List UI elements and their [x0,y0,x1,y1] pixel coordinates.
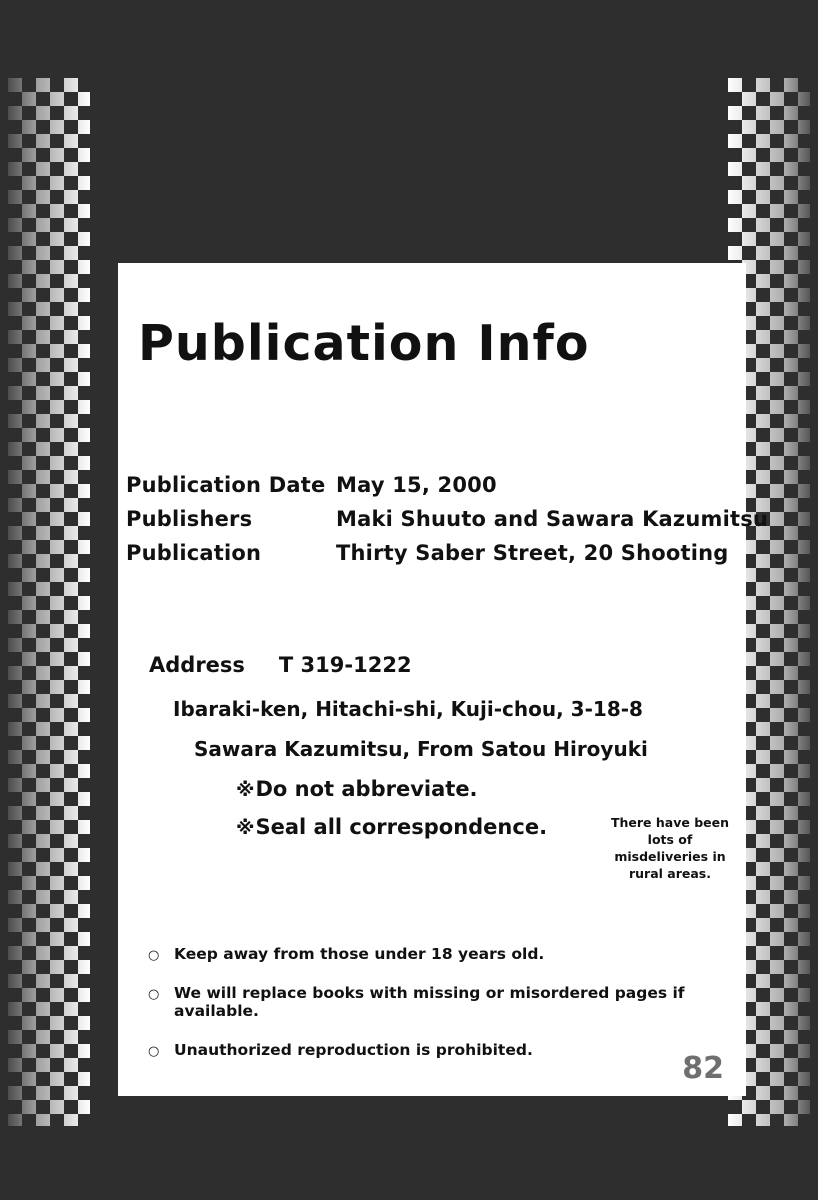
info-row [126,473,746,497]
address-line-2: Sawara Kazumitsu, From Satou Hiroyuki [194,737,648,761]
address-note [236,777,746,801]
circle-bullet-icon: ○ [148,1044,160,1059]
side-note: There have been lots of misdeliveries in rural areas. [610,815,729,881]
notices-list [148,945,748,1080]
info-value: May 15, 2000 [336,473,497,497]
reference-mark-icon: ※ [236,779,255,801]
circle-bullet-icon: ○ [148,987,160,1002]
publication-info-list [126,473,769,575]
info-card [118,263,769,1096]
info-value: Thirty Saber Street, 20 Shooting [336,541,729,565]
list-item [148,1041,748,1059]
info-row [126,507,769,531]
info-label: Publishers [126,507,253,531]
page-number: 82 [682,1051,724,1086]
address-line-1: Ibaraki-ken, Hitachi-shi, Kuji-chou, 3-18-8 [173,697,643,721]
page-title: Publication Info [138,315,590,372]
address-label: Address [149,653,245,677]
info-row [126,541,746,565]
reference-mark-icon: ※ [236,817,255,839]
notice-text: Unauthorized reproduction is prohibited. [174,1041,533,1059]
info-label: Publication [126,541,262,565]
address-note-text: Do not abbreviate. [255,777,478,801]
list-item [148,945,748,963]
circle-bullet-icon: ○ [148,948,160,963]
checkerboard-strip-left [8,78,90,1126]
address-heading [149,653,746,677]
info-label: Publication Date [126,473,326,497]
notice-text: Keep away from those under 18 years old. [174,945,545,963]
list-item [148,984,748,1020]
address-note-text: Seal all correspondence. [255,815,548,839]
address-postal-code: T 319-1222 [278,653,412,677]
info-value: Maki Shuuto and Sawara Kazumitsu [336,507,769,531]
notice-text: We will replace books with missing or misordered pages if available. [174,984,685,1020]
